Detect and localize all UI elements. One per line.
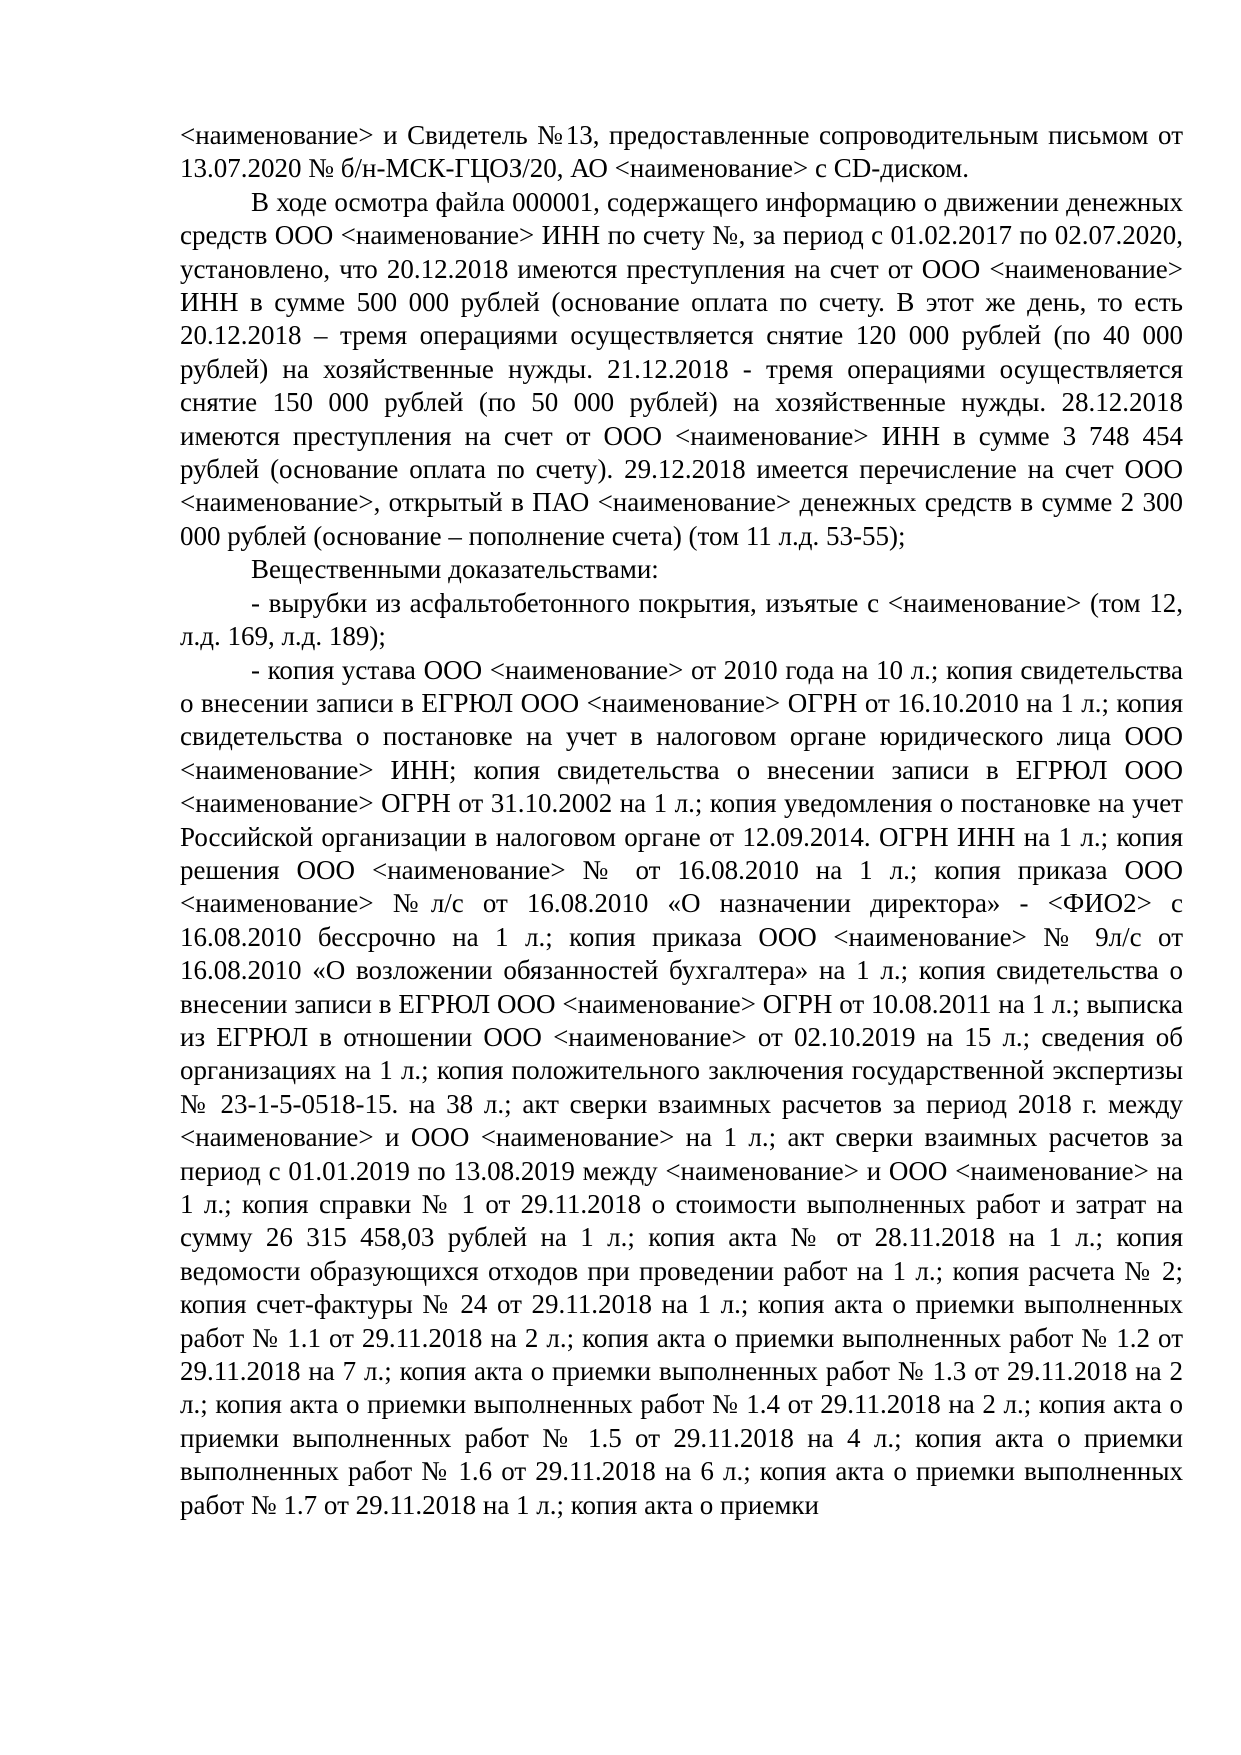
paragraph-continuation: <наименование> и Свидетель №13, предоставленные сопроводительным письмом от 13.07.2020 № б/н-МСК-ГЦОЗ/20, АО <наименование> с CD-диском. [180,120,1183,184]
paragraph-file-inspection: В ходе осмотра файла 000001, содержащего информацию о движении денежных средств ООО <наименование> ИНН по счету №, за период с 01.02.2017 по 02.07.2020, установлено, что 20.12.2018 имеются преступления на счет от ООО <наименование> ИНН в сумме 500 000 рублей (основание оплата по счету. В этот же день, то есть 20.12.2018 – тремя операциями осуществляется снятие 120 000 рублей (по 40 000 рублей) на хозяйственные нужды. 21.12.2018 - тремя операциями осуществляется снятие 150 000 рублей (по 50 000 рублей) на хозяйственные нужды. 28.12.2018 имеются преступления на счет от ООО <наименование> ИНН в сумме 3 748 454 рублей (основание оплата по счету). 29.12.2018 имеется перечисление на счет ООО <наименование>, открытый в ПАО <наименование> денежных средств в сумме 2 300 000 рублей (основание – пополнение счета) (том 11 л.д. 53-55); [180,186,1183,551]
paragraph-evidence-cuttings: - вырубки из асфальтобетонного покрытия, изъятые с <наименование> (том 12, л.д. 169, л.д. 189); [180,587,1183,652]
document-body [180,119,1183,1522]
paragraph-evidence-heading: Вещественными доказательствами: [251,554,659,585]
paragraph-evidence-documents: - копия устава ООО <наименование> от 2010 года на 10 л.; копия свидетельства о внесении записи в ЕГРЮЛ ООО <наименование> ОГРН от 16.10.2010 на 1 л.; копия свидетельства о постановке на учет в налоговом органе юридического лица ООО <наименование> ИНН; копия свидетельства о внесении записи в ЕГРЮЛ ООО <наименование> ОГРН от 31.10.2002 на 1 л.; копия уведомления о постановке на учет Российской организации в налоговом органе от 12.09.2014. ОГРН ИНН на 1 л.; копия решения ООО <наименование> № от 16.08.2010 на 1 л.; копия приказа ООО <наименование> №л/с от 16.08.2010 «О назначении директора» - <ФИО2> с 16.08.2010 бессрочно на 1 л.; копия приказа ООО <наименование> № 9л/с от 16.08.2010 «О возложении обязанностей бухгалтера» на 1 л.; копия свидетельства о внесении записи в ЕГРЮЛ ООО <наименование> ОГРН от 10.08.2011 на 1 л.; выписка из ЕГРЮЛ в отношении ООО <наименование> от 02.10.2019 на 15 л.; сведения об организациях на 1 л.; копия положительного заключения государственной экспертизы № 23-1-5-0518-15. на 38 л.; акт сверки взаимных расчетов за период 2018 г. между <наименование> и ООО <наименование> на 1 л.; акт сверки взаимных расчетов за период с 01.01.2019 по 13.08.2019 между <наименование> и ООО <наименование> на 1 л.; копия справки № 1 от 29.11.2018 о стоимости выполненных работ и затрат на сумму 26 315 458,03 рублей на 1 л.; копия акта № от 28.11.2018 на 1 л.; копия ведомости образующихся отходов при проведении работ на 1 л.; копия расчета № 2; копия счет-фактуры № 24 от 29.11.2018 на 1 л.; копия акта о приемки выполненных работ № 1.1 от 29.11.2018 на 2 л.; копия акта о приемки выполненных работ № 1.2 от 29.11.2018 на 7 л.; копия акта о приемки выполненных работ № 1.3 от 29.11.2018 на 2 л.; копия акта о приемки выполненных работ № 1.4 от 29.11.2018 на 2 л.; копия акта о приемки выполненных работ № 1.5 от 29.11.2018 на 4 л.; копия акта о приемки выполненных работ № 1.6 от 29.11.2018 на 6 л.; копия акта о приемки выполненных работ № 1.7 от 29.11.2018 на 1 л.; копия акта о приемки [180,654,1183,1520]
